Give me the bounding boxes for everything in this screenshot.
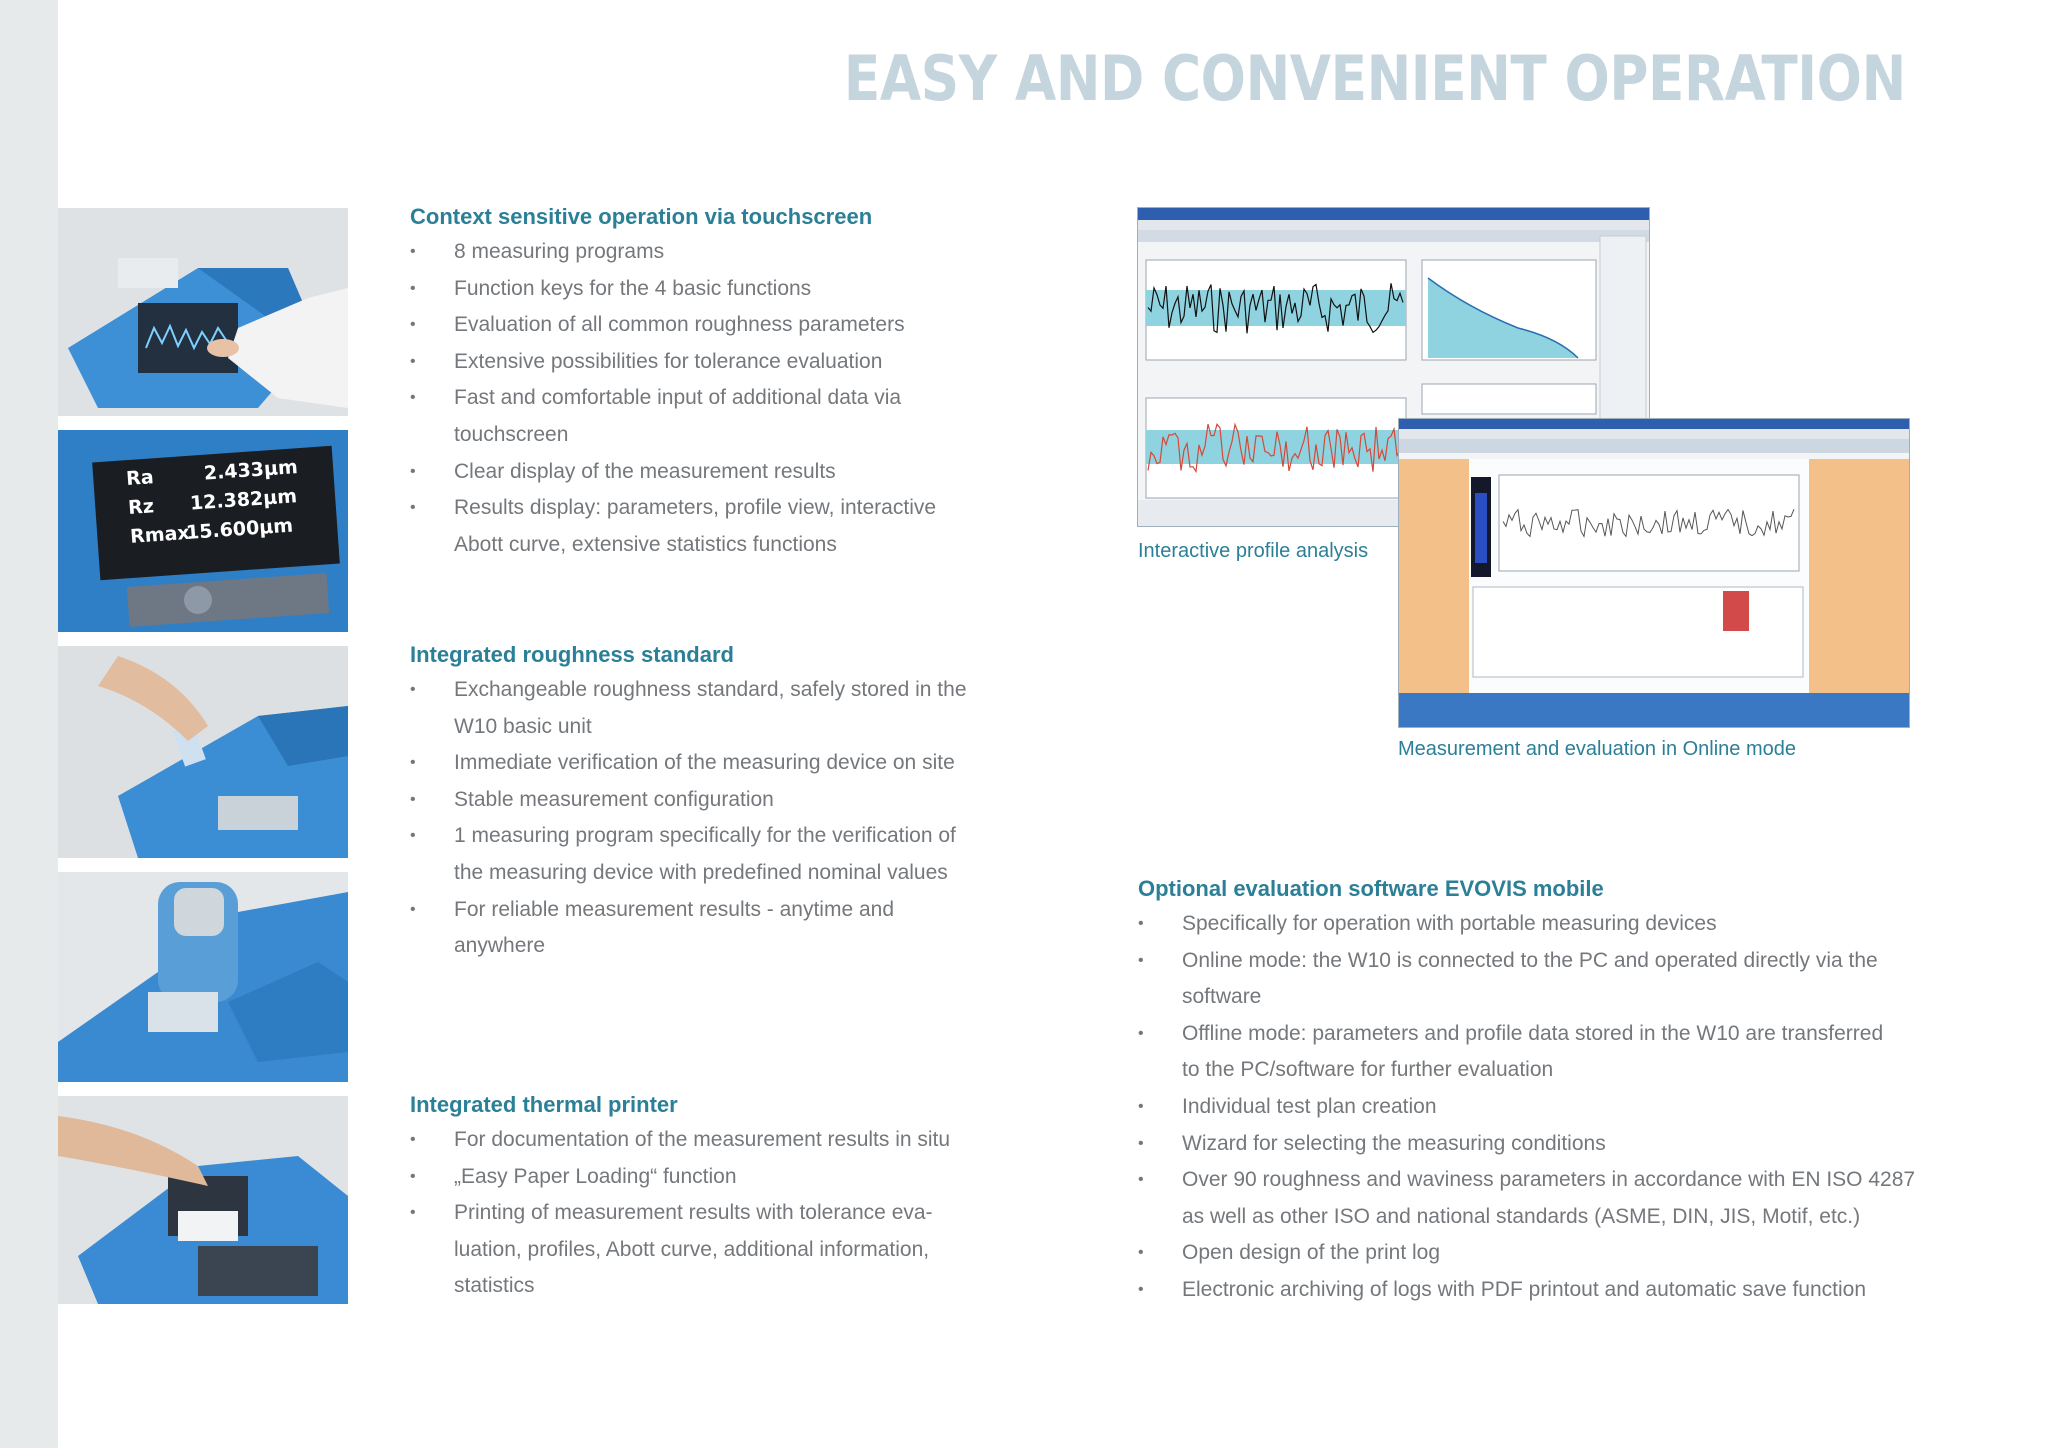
section-evovis-software	[1138, 872, 1915, 1309]
list-item: • Function keys for the 4 basic functions	[410, 276, 812, 300]
section-title: Integrated thermal printer	[410, 1092, 678, 1117]
list-item: • Fast and comfortable input of additional data via touchscreen	[410, 386, 902, 446]
section-title: Context sensitive operation via touchscreen	[410, 204, 873, 229]
list-item: • 1 measuring program specifically for the verification of the measuring device with predefined nominal values	[410, 824, 956, 884]
section-roughness-standard	[410, 638, 967, 965]
list-item: • Offline mode: parameters and profile data stored in the W10 are transferred to the PC/software for further evaluation	[1138, 1021, 1884, 1082]
list-item: • Evaluation of all common roughness parameters	[410, 313, 905, 337]
screenshot-online-mode	[1398, 418, 1910, 728]
list-item: • Extensive possibilities for tolerance evaluation	[410, 349, 883, 373]
section-touchscreen	[410, 200, 936, 563]
list-item: • Results display: parameters, profile view, interactive Abott curve, extensive statistics functions	[410, 496, 937, 556]
list-item: • Specifically for operation with portable measuring devices	[1138, 912, 1717, 935]
list-item: • For documentation of the measurement results in situ	[410, 1128, 951, 1151]
list-item: • Stable measurement configuration	[410, 787, 774, 811]
feature-list	[410, 1122, 950, 1305]
caption-online-mode: Measurement and evaluation in Online mode	[1398, 738, 1797, 760]
left-margin-strip	[0, 0, 58, 1448]
section-title: Integrated roughness standard	[410, 642, 734, 667]
photo-display-readout	[58, 430, 348, 632]
list-item: • Exchangeable roughness standard, safely stored in the W10 basic unit	[410, 678, 967, 738]
photo-pickup-slot	[58, 872, 348, 1082]
list-item: • Online mode: the W10 is connected to the PC and operated directly via the software	[1138, 948, 1878, 1009]
list-item: • 8 measuring programs	[410, 240, 665, 263]
list-item: • Wizard for selecting the measuring conditions	[1138, 1131, 1606, 1155]
list-item: • For reliable measurement results - anytime and anywhere	[410, 897, 895, 958]
photo-roughness-standard	[58, 646, 348, 858]
device-button-icon	[184, 586, 212, 614]
list-item: • Immediate verification of the measuring device on site	[410, 751, 955, 775]
list-item: • Over 90 roughness and waviness parameters in accordance with EN ISO 4287 as well as other ISO and national standards (ASME, DIN, JIS, Motif, etc.)	[1138, 1168, 1916, 1228]
feature-list	[410, 234, 936, 563]
list-item: • „Easy Paper Loading“ function	[410, 1164, 737, 1188]
feature-list	[410, 672, 967, 965]
list-item: • Individual test plan creation	[1138, 1094, 1437, 1118]
page-headline: EASY AND CONVENIENT OPERATION	[844, 42, 1906, 115]
section-title: Optional evaluation software EVOVIS mobile	[1138, 876, 1604, 901]
list-item: • Electronic archiving of logs with PDF printout and automatic save function	[1138, 1277, 1867, 1301]
list-item: • Open design of the print log	[1138, 1241, 1441, 1265]
list-item: • Printing of measurement results with tolerance eva- luation, profiles, Abott curve, additional information, statistics	[410, 1201, 933, 1298]
list-item: • Clear display of the measurement results	[410, 459, 836, 483]
readout-row-ra: Ra 2.433µm	[125, 456, 299, 491]
section-thermal-printer	[410, 1088, 950, 1305]
readout-row-rz: Rz 12.382µm	[127, 485, 298, 519]
readout-row-rmax: Rmax15.600µm	[129, 514, 294, 548]
feature-list	[1138, 906, 1915, 1309]
photo-touchscreen-operation	[58, 208, 348, 416]
photo-thermal-printer	[58, 1096, 348, 1304]
caption-profile-analysis: Interactive profile analysis	[1138, 540, 1369, 562]
